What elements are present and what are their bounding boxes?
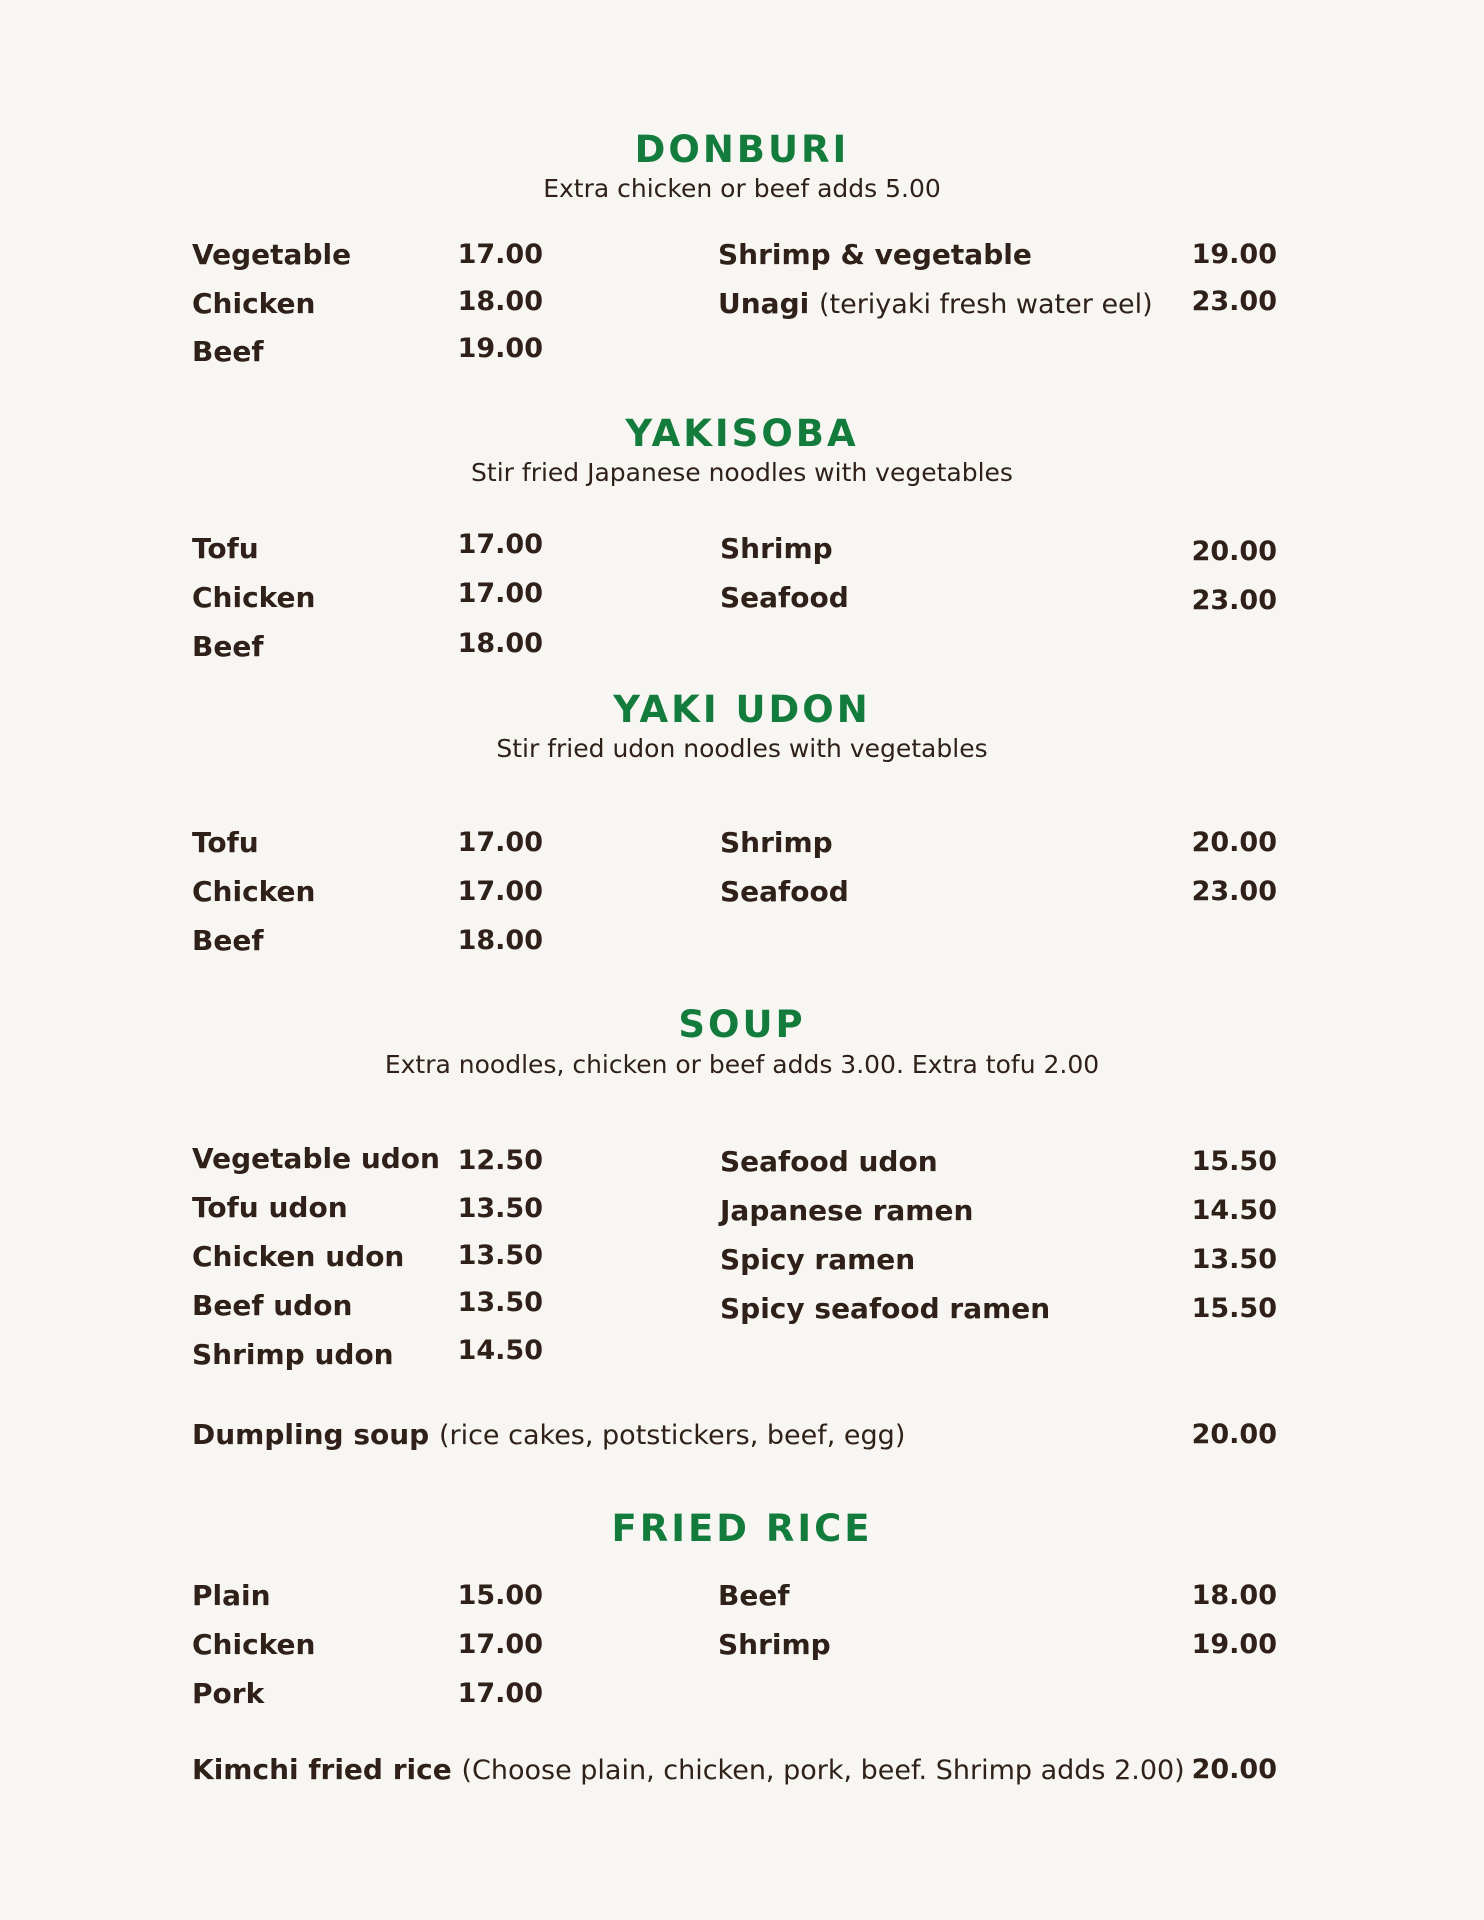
- menu-item-description: (rice cakes, potstickers, beef, egg): [438, 1420, 906, 1451]
- menu-item-name: Vegetable: [192, 238, 352, 271]
- menu-item-name: Tofu: [192, 532, 259, 565]
- menu-item-name: Chicken: [192, 1628, 316, 1661]
- menu-item-name: Chicken: [192, 287, 316, 320]
- menu-item-name: Tofu udon: [192, 1191, 348, 1224]
- menu-item-price: 13.50: [457, 1240, 543, 1271]
- menu-item-price: 17.00: [457, 529, 543, 560]
- menu-item-name: Seafood: [720, 875, 849, 908]
- section-title-fried-rice: FRIED RICE: [611, 1507, 873, 1550]
- menu-item-price: 14.50: [457, 1335, 543, 1366]
- menu-item-name: Seafood: [720, 581, 849, 614]
- menu-item-price: 13.50: [457, 1193, 543, 1224]
- section-subtitle-donburi: Extra chicken or beef adds 5.00: [543, 174, 941, 203]
- menu-item-name: Beef udon: [192, 1289, 353, 1322]
- menu-item-name: Beef: [192, 630, 264, 663]
- menu-item-price: 15.50: [1191, 1293, 1277, 1324]
- menu-item-price: 13.50: [457, 1287, 543, 1318]
- menu-item-price: 12.50: [457, 1145, 543, 1176]
- menu-item-price: 19.00: [457, 333, 543, 364]
- menu-item-name: Vegetable udon: [192, 1142, 440, 1175]
- menu-item-price: 18.00: [1191, 1580, 1277, 1611]
- menu-item-price: 17.00: [457, 1629, 543, 1660]
- menu-item-name: Pork: [192, 1677, 265, 1710]
- menu-item-price: 19.00: [1191, 1629, 1277, 1660]
- menu-item-name: Plain: [192, 1579, 271, 1612]
- menu-item-kimchi-fried-rice: [192, 1753, 1185, 1786]
- menu-item-price: 18.00: [457, 628, 543, 659]
- section-title-donburi: DONBURI: [634, 128, 850, 171]
- menu-item-name: Japanese ramen: [720, 1194, 974, 1227]
- menu-item-price: 23.00: [1191, 876, 1277, 907]
- menu-item-price: 13.50: [1191, 1244, 1277, 1275]
- menu-item-name: Shrimp: [720, 532, 833, 565]
- section-title-yaki-udon: YAKI UDON: [613, 688, 871, 731]
- menu-item-price: 20.00: [1191, 1419, 1277, 1450]
- menu-item-name: Beef: [192, 335, 264, 368]
- menu-item-name: Shrimp: [720, 826, 833, 859]
- menu-item-price: 17.00: [457, 578, 543, 609]
- menu-item-price: 17.00: [457, 239, 543, 270]
- menu-item-name: Chicken: [192, 581, 316, 614]
- menu-item-unagi: [718, 287, 1153, 320]
- menu-item-name: Tofu: [192, 826, 259, 859]
- menu-item-description: (Choose plain, chicken, pork, beef. Shrimp adds 2.00): [461, 1755, 1185, 1786]
- section-title-yakisoba: YAKISOBA: [625, 412, 859, 455]
- menu-item-name: Seafood udon: [720, 1145, 938, 1178]
- menu-item-description: (teriyaki fresh water eel): [818, 289, 1153, 320]
- menu-item-name: Chicken: [192, 875, 316, 908]
- section-title-soup: SOUP: [678, 1003, 806, 1046]
- menu-item-dumpling-soup: [192, 1418, 906, 1451]
- menu-item-price: 20.00: [1191, 1754, 1277, 1785]
- menu-item-price: 18.00: [457, 286, 543, 317]
- menu-item-price: 18.00: [457, 925, 543, 956]
- menu-item-price: 23.00: [1191, 585, 1277, 616]
- menu-item-price: 20.00: [1191, 536, 1277, 567]
- menu-item-name: Chicken udon: [192, 1240, 405, 1273]
- menu-item-price: 15.50: [1191, 1146, 1277, 1177]
- section-subtitle-yaki-udon: Stir fried udon noodles with vegetables: [496, 734, 988, 763]
- menu-item-price: 23.00: [1191, 286, 1277, 317]
- menu-item-name: Shrimp: [718, 1628, 831, 1661]
- section-subtitle-soup: Extra noodles, chicken or beef adds 3.00. Extra tofu 2.00: [384, 1050, 1100, 1079]
- menu-item-name: Shrimp udon: [192, 1338, 394, 1371]
- menu-item-price: 14.50: [1191, 1195, 1277, 1226]
- menu-item-name: Beef: [718, 1579, 790, 1612]
- section-subtitle-yakisoba: Stir fried Japanese noodles with vegetables: [471, 458, 1013, 487]
- menu-item-price: 15.00: [457, 1580, 543, 1611]
- menu-item-price: 17.00: [457, 876, 543, 907]
- menu-item-name: Unagi: [718, 287, 810, 320]
- menu-item-name: Kimchi fried rice: [192, 1753, 452, 1786]
- menu-item-name: Shrimp & vegetable: [718, 238, 1032, 271]
- menu-item-name: Spicy ramen: [720, 1243, 916, 1276]
- menu-item-name: Beef: [192, 924, 264, 957]
- menu-item-price: 19.00: [1191, 239, 1277, 270]
- menu-item-price: 17.00: [457, 827, 543, 858]
- menu-item-price: 17.00: [457, 1678, 543, 1709]
- menu-item-name: Spicy seafood ramen: [720, 1292, 1051, 1325]
- menu-item-price: 20.00: [1191, 827, 1277, 858]
- menu-item-name: Dumpling soup: [192, 1418, 430, 1451]
